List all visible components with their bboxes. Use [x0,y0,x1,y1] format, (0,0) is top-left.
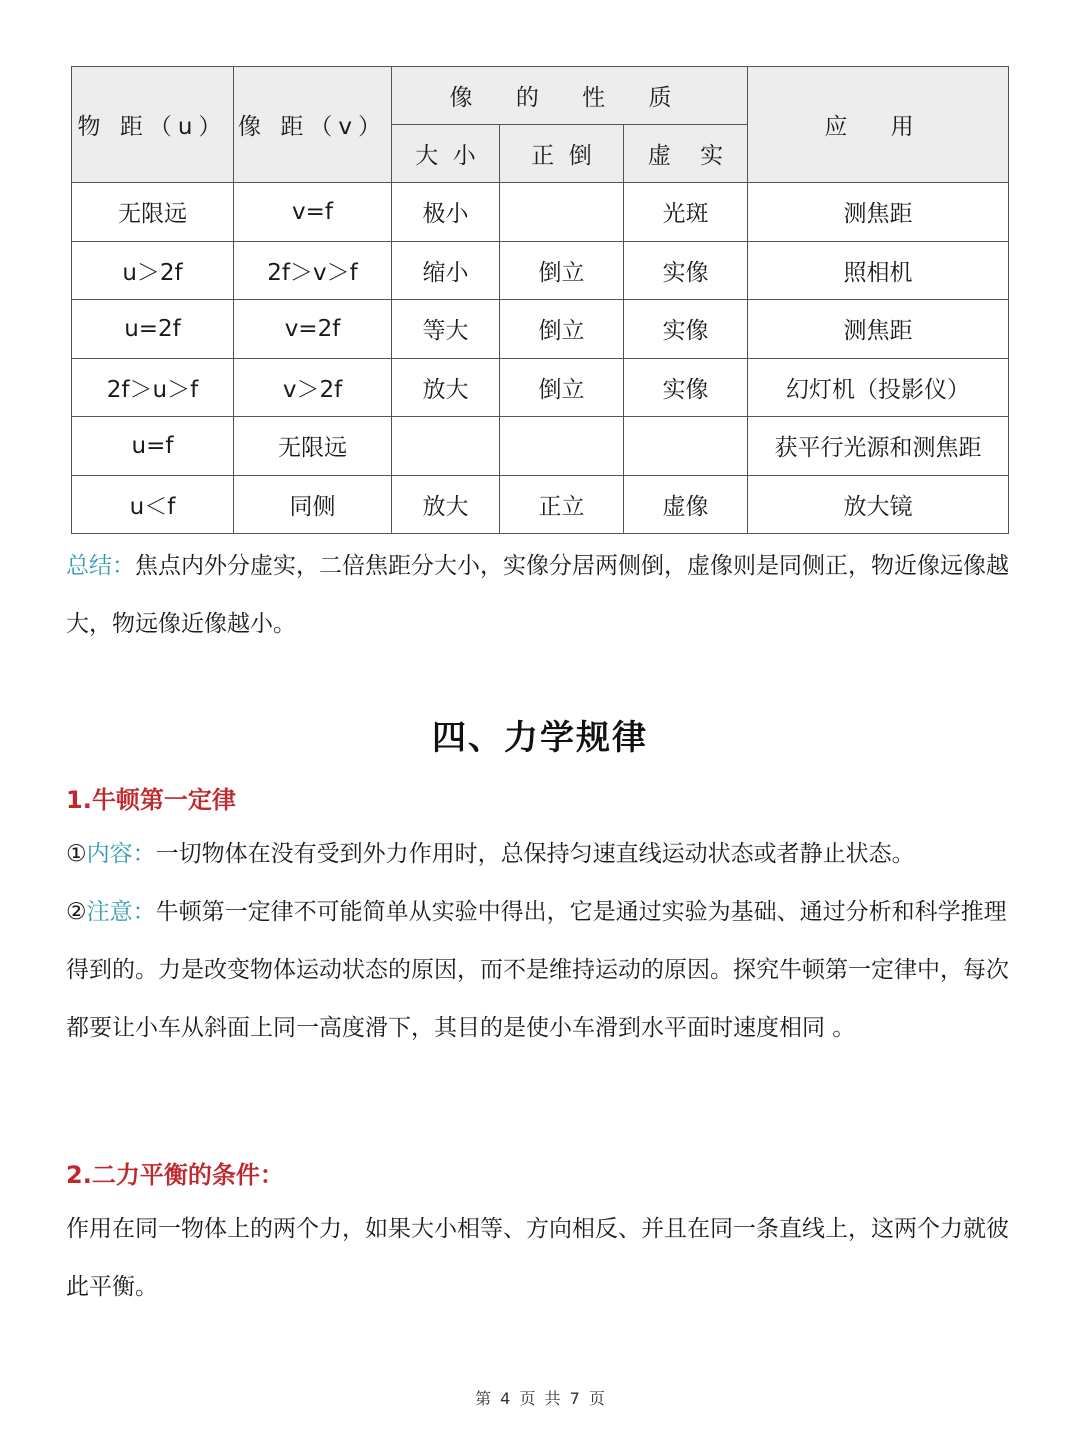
header-size: 大 小 [392,125,500,183]
header-image-nature: 像 的 性 质 [392,67,748,125]
cell-real-virtual: 虚像 [624,475,748,534]
cell-real-virtual: 实像 [624,300,748,359]
table-row [72,417,1009,476]
cell-real-virtual: 光斑 [624,183,748,242]
summary-text: 焦点内外分虚实，二倍焦距分大小，实像分居两侧倒，虚像则是同侧正，物近像远像越大，物远像近像越小。 [66,553,1009,637]
convex-lens-imaging-table [71,66,1009,534]
cell-real-virtual: 实像 [624,241,748,300]
table-row [72,241,1009,300]
cell-real-virtual: 实像 [624,358,748,417]
cell-u: u＜f [72,475,234,534]
cell-v: v=f [234,183,392,242]
table-row [72,358,1009,417]
cell-orientation: 倒立 [500,300,624,359]
cell-u: u=2f [72,300,234,359]
table-row [72,300,1009,359]
newton-note-paragraph [66,883,1018,1057]
note-label: 注意： [86,899,156,925]
note-text: 牛顿第一定律不可能简单从实验中得出，它是通过实验为基础、通过分析和科学推理得到的。力是改变物体运动状态的原因，而不是维持运动的原因。探究牛顿第一定律中，每次都要让小车从斜面上同一高度滑下，其目的是使小车滑到水平面时速度相同 。 [66,899,1009,1041]
content-label: 内容： [86,841,156,867]
cell-v: 2f＞v＞f [234,241,392,300]
cell-orientation [500,417,624,476]
cell-orientation: 倒立 [500,358,624,417]
cell-v: 同侧 [234,475,392,534]
cell-application: 测焦距 [748,183,1009,242]
cell-application: 照相机 [748,241,1009,300]
table-header-row [72,67,1009,125]
page-number-footer: 第 4 页 共 7 页 [475,1389,605,1408]
cell-application: 获平行光源和测焦距 [748,417,1009,476]
header-orientation: 正 倒 [500,125,624,183]
note-marker: ② [66,899,87,925]
cell-orientation: 正立 [500,475,624,534]
cell-size: 极小 [392,183,500,242]
header-real-virtual: 虚 实 [624,125,748,183]
cell-orientation [500,183,624,242]
two-force-balance-paragraph: 作用在同一物体上的两个力，如果大小相等、方向相反、并且在同一条直线上，这两个力就彼此平衡。 [66,1216,1009,1300]
header-object-distance: 物 距（u） [72,67,234,183]
summary-label: 总结： [66,553,135,579]
cell-size: 缩小 [392,241,500,300]
cell-real-virtual [624,417,748,476]
cell-size: 放大 [392,358,500,417]
cell-application: 测焦距 [748,300,1009,359]
section-title: 四、力学规律 [432,718,648,758]
cell-size: 放大 [392,475,500,534]
newton-first-law-heading: 1.牛顿第一定律 [66,786,236,814]
cell-v: v＞2f [234,358,392,417]
newton-content-paragraph [66,825,1018,883]
cell-u: u＞2f [72,241,234,300]
cell-u: 2f＞u＞f [72,358,234,417]
table-row [72,183,1009,242]
two-force-balance-heading: 2.二力平衡的条件： [66,1161,284,1189]
header-application: 应 用 [748,67,1009,183]
cell-size [392,417,500,476]
cell-v: v=2f [234,300,392,359]
table-row [72,475,1009,534]
cell-orientation: 倒立 [500,241,624,300]
content-text: 一切物体在没有受到外力作用时，总保持匀速直线运动状态或者静止状态。 [155,841,915,867]
cell-v: 无限远 [234,417,392,476]
header-image-distance: 像 距（v） [234,67,392,183]
summary-paragraph [66,537,1018,653]
cell-application: 放大镜 [748,475,1009,534]
content-marker: ① [66,841,87,867]
cell-application: 幻灯机（投影仪） [748,358,1009,417]
cell-size: 等大 [392,300,500,359]
cell-u: 无限远 [72,183,234,242]
cell-u: u=f [72,417,234,476]
